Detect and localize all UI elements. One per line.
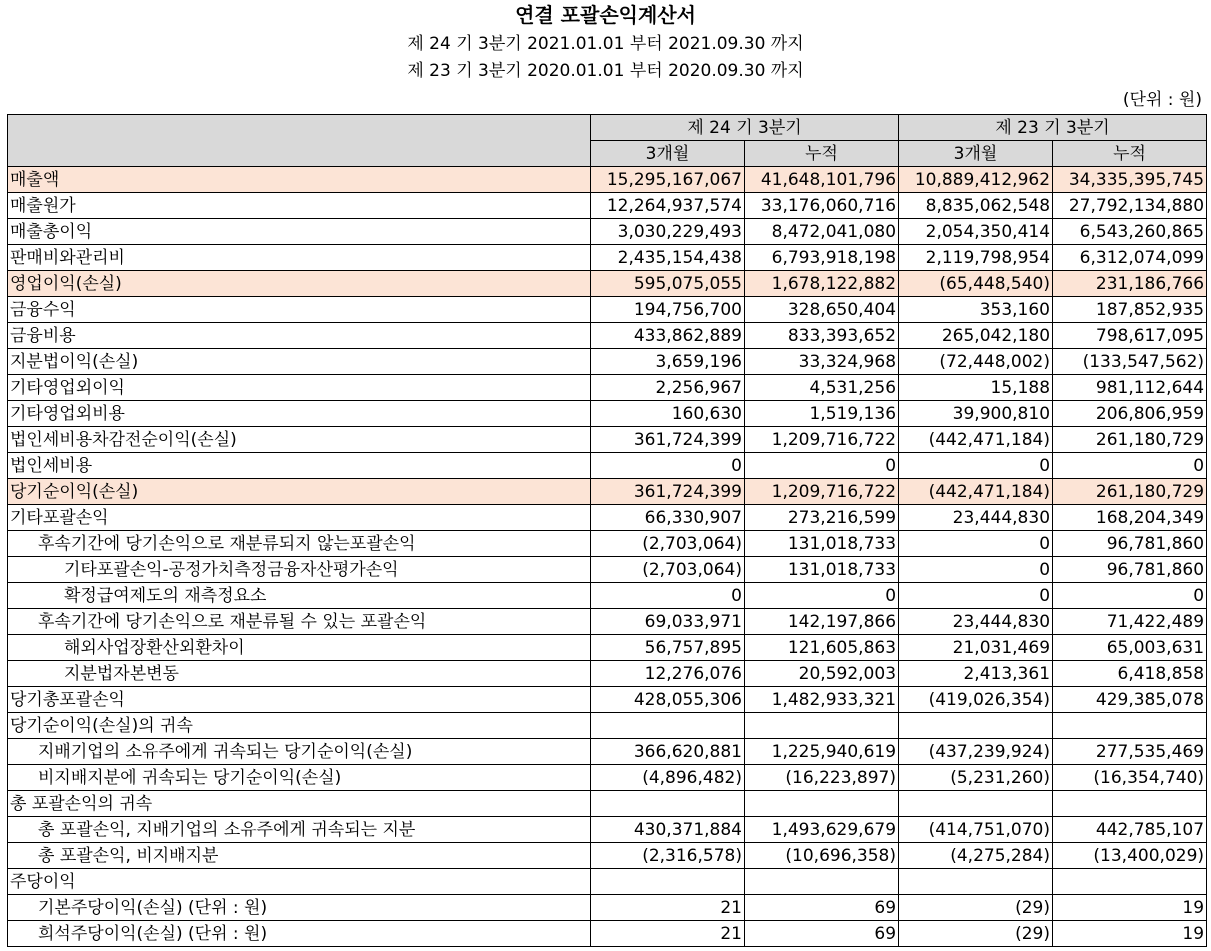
- amount-cell: 8,472,041,080: [745, 219, 899, 245]
- amount-cell: 96,781,860: [1053, 557, 1207, 583]
- amount-cell: 0: [899, 557, 1053, 583]
- account-label: 기타포괄손익: [8, 505, 591, 531]
- amount-cell: 0: [1053, 453, 1207, 479]
- account-label: 확정급여제도의 재측정요소: [8, 583, 591, 609]
- amount-cell: 2,413,361: [899, 661, 1053, 687]
- amount-cell: 231,186,766: [1053, 271, 1207, 297]
- amount-cell: (442,471,184): [899, 427, 1053, 453]
- amount-cell: 19: [1053, 921, 1207, 947]
- table-row: [8, 453, 1207, 479]
- header-current-period: 제 24 기 3분기: [591, 115, 899, 141]
- amount-cell: 328,650,404: [745, 297, 899, 323]
- amount-cell: 261,180,729: [1053, 427, 1207, 453]
- amount-cell: 27,792,134,880: [1053, 193, 1207, 219]
- account-label: 기타영업외이익: [8, 375, 591, 401]
- header-row-periods: [8, 115, 1207, 141]
- statement-rows: [8, 167, 1207, 947]
- account-label: 총 포괄손익의 귀속: [8, 791, 591, 817]
- header-prior-3month: 3개월: [899, 141, 1053, 167]
- amount-cell: [1053, 869, 1207, 895]
- amount-cell: (13,400,029): [1053, 843, 1207, 869]
- amount-cell: 0: [745, 453, 899, 479]
- account-label: 매출액: [8, 167, 591, 193]
- account-label: 영업이익(손실): [8, 271, 591, 297]
- account-label: 기타영업외비용: [8, 401, 591, 427]
- amount-cell: 15,295,167,067: [591, 167, 745, 193]
- header-current-cumulative: 누적: [745, 141, 899, 167]
- account-label: 해외사업장환산외환차이: [8, 635, 591, 661]
- amount-cell: (5,231,260): [899, 765, 1053, 791]
- amount-cell: 0: [591, 453, 745, 479]
- amount-cell: 265,042,180: [899, 323, 1053, 349]
- amount-cell: (65,448,540): [899, 271, 1053, 297]
- amount-cell: 96,781,860: [1053, 531, 1207, 557]
- table-row: [8, 219, 1207, 245]
- amount-cell: 2,054,350,414: [899, 219, 1053, 245]
- amount-cell: 206,806,959: [1053, 401, 1207, 427]
- account-label: 비지배지분에 귀속되는 당기순이익(손실): [8, 765, 591, 791]
- amount-cell: (4,275,284): [899, 843, 1053, 869]
- table-row: [8, 505, 1207, 531]
- table-row: [8, 375, 1207, 401]
- account-label: 지분법이익(손실): [8, 349, 591, 375]
- amount-cell: 20,592,003: [745, 661, 899, 687]
- amount-cell: (2,316,578): [591, 843, 745, 869]
- table-row: [8, 349, 1207, 375]
- amount-cell: 1,482,933,321: [745, 687, 899, 713]
- amount-cell: 12,264,937,574: [591, 193, 745, 219]
- amount-cell: 0: [591, 583, 745, 609]
- table-row: [8, 609, 1207, 635]
- table-row: [8, 765, 1207, 791]
- amount-cell: (2,703,064): [591, 557, 745, 583]
- amount-cell: 6,418,858: [1053, 661, 1207, 687]
- amount-cell: 131,018,733: [745, 557, 899, 583]
- amount-cell: 0: [899, 453, 1053, 479]
- amount-cell: 433,862,889: [591, 323, 745, 349]
- amount-cell: [1053, 713, 1207, 739]
- table-row: [8, 713, 1207, 739]
- amount-cell: 142,197,866: [745, 609, 899, 635]
- amount-cell: 1,678,122,882: [745, 271, 899, 297]
- amount-cell: 429,385,078: [1053, 687, 1207, 713]
- account-label: 지배기업의 소유주에게 귀속되는 당기순이익(손실): [8, 739, 591, 765]
- table-row: [8, 661, 1207, 687]
- amount-cell: 66,330,907: [591, 505, 745, 531]
- amount-cell: 1,493,629,679: [745, 817, 899, 843]
- table-row: [8, 245, 1207, 271]
- table-row: [8, 843, 1207, 869]
- amount-cell: (4,896,482): [591, 765, 745, 791]
- amount-cell: 0: [899, 531, 1053, 557]
- account-label: 판매비와관리비: [8, 245, 591, 271]
- amount-cell: 833,393,652: [745, 323, 899, 349]
- amount-cell: 3,030,229,493: [591, 219, 745, 245]
- amount-cell: [745, 869, 899, 895]
- amount-cell: 277,535,469: [1053, 739, 1207, 765]
- amount-cell: 1,209,716,722: [745, 479, 899, 505]
- amount-cell: 21: [591, 921, 745, 947]
- account-label: 기타포괄손익-공정가치측정금융자산평가손익: [8, 557, 591, 583]
- amount-cell: 12,276,076: [591, 661, 745, 687]
- amount-cell: 65,003,631: [1053, 635, 1207, 661]
- table-row: [8, 921, 1207, 947]
- amount-cell: (133,547,562): [1053, 349, 1207, 375]
- amount-cell: 15,188: [899, 375, 1053, 401]
- amount-cell: (16,354,740): [1053, 765, 1207, 791]
- amount-cell: 187,852,935: [1053, 297, 1207, 323]
- table-row: [8, 323, 1207, 349]
- table-row: [8, 193, 1207, 219]
- amount-cell: (2,703,064): [591, 531, 745, 557]
- amount-cell: 361,724,399: [591, 479, 745, 505]
- header-prior-cumulative: 누적: [1053, 141, 1207, 167]
- header-account-cell: [8, 115, 591, 167]
- amount-cell: 69: [745, 921, 899, 947]
- table-row: [8, 427, 1207, 453]
- amount-cell: 8,835,062,548: [899, 193, 1053, 219]
- table-row: [8, 817, 1207, 843]
- unit-label: (단위 : 원): [1122, 90, 1202, 110]
- amount-cell: [591, 791, 745, 817]
- amount-cell: (72,448,002): [899, 349, 1053, 375]
- amount-cell: 69,033,971: [591, 609, 745, 635]
- amount-cell: 56,757,895: [591, 635, 745, 661]
- amount-cell: 981,112,644: [1053, 375, 1207, 401]
- amount-cell: [591, 713, 745, 739]
- account-label: 당기총포괄손익: [8, 687, 591, 713]
- account-label: 당기순이익(손실)의 귀속: [8, 713, 591, 739]
- amount-cell: (419,026,354): [899, 687, 1053, 713]
- amount-cell: [1053, 791, 1207, 817]
- amount-cell: (442,471,184): [899, 479, 1053, 505]
- amount-cell: 194,756,700: [591, 297, 745, 323]
- amount-cell: 39,900,810: [899, 401, 1053, 427]
- account-label: 금융비용: [8, 323, 591, 349]
- amount-cell: 430,371,884: [591, 817, 745, 843]
- amount-cell: 41,648,101,796: [745, 167, 899, 193]
- prior-period: 제 23 기 3분기 2020.01.01 부터 2020.09.30 까지: [407, 61, 804, 81]
- amount-cell: 33,176,060,716: [745, 193, 899, 219]
- amount-cell: 71,422,489: [1053, 609, 1207, 635]
- table-row: [8, 531, 1207, 557]
- table-row: [8, 557, 1207, 583]
- amount-cell: 442,785,107: [1053, 817, 1207, 843]
- amount-cell: (437,239,924): [899, 739, 1053, 765]
- amount-cell: 160,630: [591, 401, 745, 427]
- table-row: [8, 167, 1207, 193]
- amount-cell: (16,223,897): [745, 765, 899, 791]
- amount-cell: 353,160: [899, 297, 1053, 323]
- table-row: [8, 739, 1207, 765]
- amount-cell: 6,793,918,198: [745, 245, 899, 271]
- amount-cell: 69: [745, 895, 899, 921]
- table-row: [8, 869, 1207, 895]
- amount-cell: 4,531,256: [745, 375, 899, 401]
- amount-cell: 261,180,729: [1053, 479, 1207, 505]
- amount-cell: [899, 713, 1053, 739]
- amount-cell: 121,605,863: [745, 635, 899, 661]
- account-label: 총 포괄손익, 지배기업의 소유주에게 귀속되는 지분: [8, 817, 591, 843]
- table-row: [8, 401, 1207, 427]
- table-row: [8, 297, 1207, 323]
- amount-cell: 1,225,940,619: [745, 739, 899, 765]
- amount-cell: 6,543,260,865: [1053, 219, 1207, 245]
- table-row: [8, 479, 1207, 505]
- amount-cell: 168,204,349: [1053, 505, 1207, 531]
- amount-cell: 2,435,154,438: [591, 245, 745, 271]
- amount-cell: 2,119,798,954: [899, 245, 1053, 271]
- table-row: [8, 583, 1207, 609]
- account-label: 기본주당이익(손실) (단위 : 원): [8, 895, 591, 921]
- account-label: 매출원가: [8, 193, 591, 219]
- table-row: [8, 635, 1207, 661]
- amount-cell: 1,519,136: [745, 401, 899, 427]
- table-row: [8, 271, 1207, 297]
- amount-cell: (414,751,070): [899, 817, 1053, 843]
- amount-cell: 595,075,055: [591, 271, 745, 297]
- account-label: 법인세비용: [8, 453, 591, 479]
- amount-cell: 273,216,599: [745, 505, 899, 531]
- amount-cell: 361,724,399: [591, 427, 745, 453]
- amount-cell: 0: [899, 583, 1053, 609]
- amount-cell: [899, 869, 1053, 895]
- amount-cell: 23,444,830: [899, 505, 1053, 531]
- amount-cell: 2,256,967: [591, 375, 745, 401]
- amount-cell: (29): [899, 921, 1053, 947]
- account-label: 지분법자본변동: [8, 661, 591, 687]
- amount-cell: 3,659,196: [591, 349, 745, 375]
- amount-cell: [745, 791, 899, 817]
- account-label: 후속기간에 당기손익으로 재분류될 수 있는 포괄손익: [8, 609, 591, 635]
- amount-cell: 428,055,306: [591, 687, 745, 713]
- amount-cell: 1,209,716,722: [745, 427, 899, 453]
- account-label: 후속기간에 당기손익으로 재분류되지 않는포괄손익: [8, 531, 591, 557]
- amount-cell: 21,031,469: [899, 635, 1053, 661]
- income-statement-table: [7, 114, 1207, 947]
- amount-cell: 6,312,074,099: [1053, 245, 1207, 271]
- account-label: 매출총이익: [8, 219, 591, 245]
- amount-cell: 10,889,412,962: [899, 167, 1053, 193]
- table-row: [8, 895, 1207, 921]
- amount-cell: [899, 791, 1053, 817]
- statement-title: 연결 포괄손익계산서: [515, 3, 696, 27]
- amount-cell: [745, 713, 899, 739]
- account-label: 법인세비용차감전순이익(손실): [8, 427, 591, 453]
- amount-cell: 798,617,095: [1053, 323, 1207, 349]
- amount-cell: 0: [745, 583, 899, 609]
- amount-cell: 33,324,968: [745, 349, 899, 375]
- amount-cell: [591, 869, 745, 895]
- amount-cell: (10,696,358): [745, 843, 899, 869]
- current-period: 제 24 기 3분기 2021.01.01 부터 2021.09.30 까지: [407, 34, 804, 54]
- amount-cell: (29): [899, 895, 1053, 921]
- account-label: 당기순이익(손실): [8, 479, 591, 505]
- amount-cell: 34,335,395,745: [1053, 167, 1207, 193]
- account-label: 희석주당이익(손실) (단위 : 원): [8, 921, 591, 947]
- table-row: [8, 791, 1207, 817]
- account-label: 총 포괄손익, 비지배지분: [8, 843, 591, 869]
- amount-cell: 19: [1053, 895, 1207, 921]
- account-label: 주당이익: [8, 869, 591, 895]
- header-current-3month: 3개월: [591, 141, 745, 167]
- amount-cell: 131,018,733: [745, 531, 899, 557]
- amount-cell: 21: [591, 895, 745, 921]
- amount-cell: 0: [1053, 583, 1207, 609]
- amount-cell: 366,620,881: [591, 739, 745, 765]
- account-label: 금융수익: [8, 297, 591, 323]
- header-prior-period: 제 23 기 3분기: [899, 115, 1207, 141]
- amount-cell: 23,444,830: [899, 609, 1053, 635]
- table-row: [8, 687, 1207, 713]
